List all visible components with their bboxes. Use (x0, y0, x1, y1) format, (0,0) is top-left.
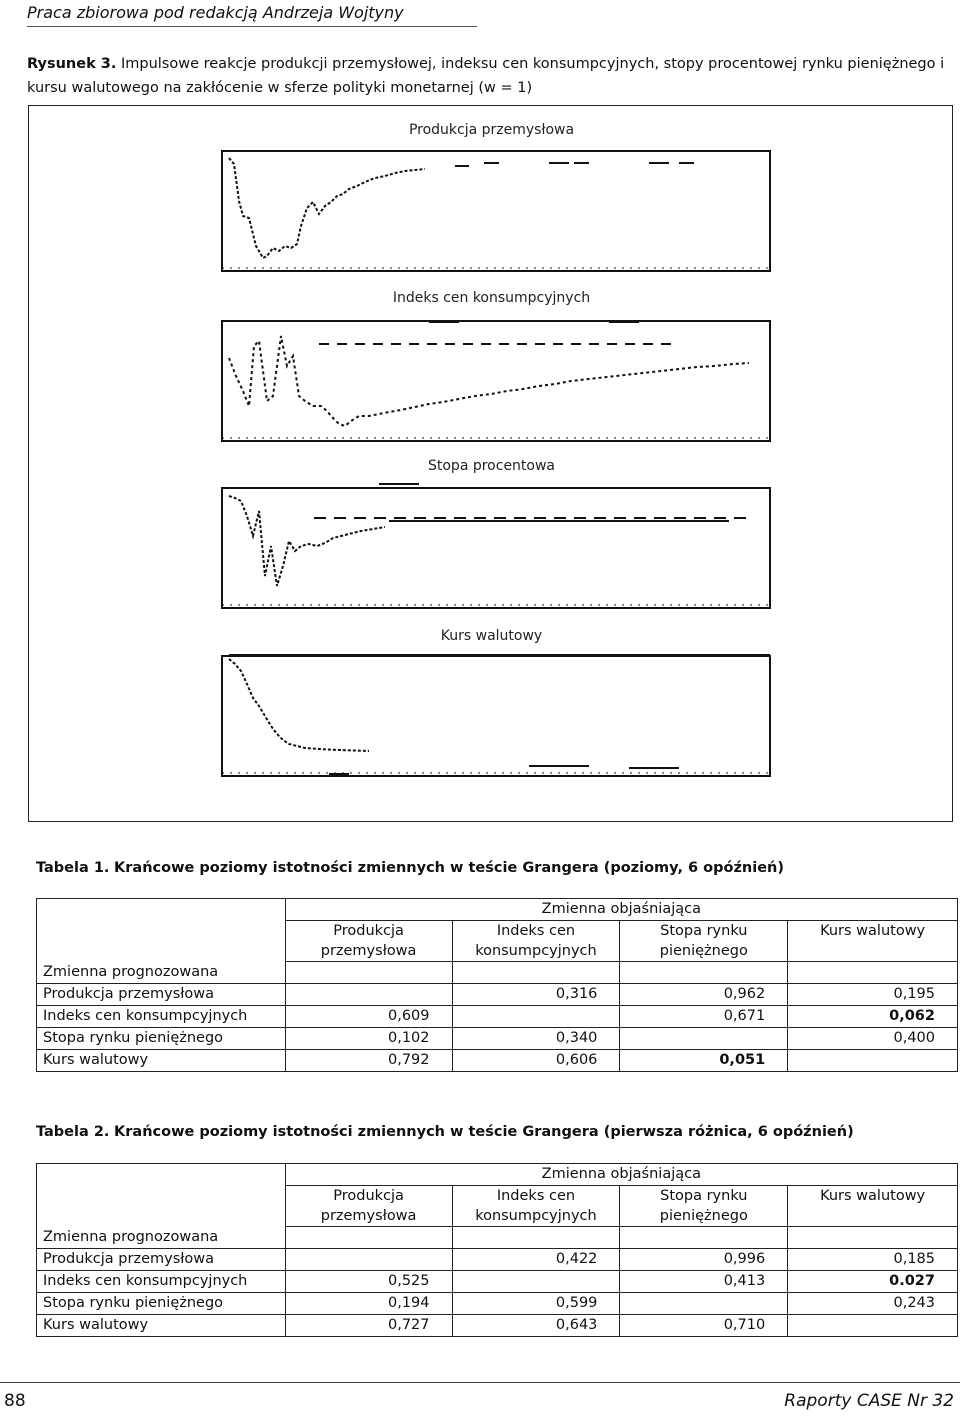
table-cell: 0,792 (285, 1050, 452, 1072)
table-cell: 0,996 (620, 1249, 788, 1271)
table-row (37, 1050, 958, 1072)
row-label: Indeks cen konsumpcyjnych (37, 1006, 286, 1028)
forecast-variable-header-row (37, 962, 958, 984)
panel-frame (222, 321, 770, 441)
table-cell: 0,525 (285, 1271, 452, 1293)
figure-caption (27, 52, 952, 100)
table-cell (788, 1050, 958, 1072)
column-header: Stopa rynku pieniężnego (620, 921, 788, 962)
table-cell (285, 1249, 452, 1271)
table-row (37, 984, 958, 1006)
panel-frame (222, 488, 770, 608)
table-row (37, 1315, 958, 1337)
table-row (37, 1028, 958, 1050)
panel-title-production: Produkcja przemysłowa (408, 122, 575, 138)
table-row (37, 1249, 958, 1271)
row-label: Kurs walutowy (37, 1050, 286, 1072)
table-cell: 0,599 (452, 1293, 620, 1315)
panel-interest-rate-plot (222, 484, 770, 608)
table1-caption (36, 860, 956, 876)
impulse-response-figure (28, 105, 953, 822)
table-cell: 0,400 (788, 1028, 958, 1050)
panel-title-exchange-rate: Kurs walutowy (440, 628, 543, 644)
table-cell: 0,727 (285, 1315, 452, 1337)
table-cell: 0,962 (620, 984, 788, 1006)
table-cell: 0,316 (452, 984, 620, 1006)
table-cell: 0,609 (285, 1006, 452, 1028)
table-cell: 0,194 (285, 1293, 452, 1315)
table2 (36, 1163, 958, 1337)
panel-exchange-rate-plot (222, 655, 770, 776)
table1-caption-text: Krańcowe poziomy istotności zmiennych w teście Grangera (poziomy, 6 opóźnień) (114, 860, 784, 876)
table-cell: 0,185 (788, 1249, 958, 1271)
impulse-response-line (229, 336, 749, 426)
column-header: Produkcja przemysłowa (285, 921, 452, 962)
table-cell: 0,195 (788, 984, 958, 1006)
table2-caption-text: Krańcowe poziomy istotności zmiennych w teście Grangera (pierwsza różnica, 6 opóźnień) (114, 1124, 854, 1140)
impulse-response-line (229, 496, 385, 586)
row-label: Stopa rynku pieniężnego (37, 1293, 286, 1315)
column-header: Stopa rynku pieniężnego (620, 1186, 788, 1227)
table-cell-significant: 0,051 (620, 1050, 788, 1072)
table2-caption (36, 1124, 956, 1140)
column-header: Kurs walutowy (788, 921, 958, 962)
header-rule (27, 26, 477, 27)
impulse-response-plots (29, 106, 954, 823)
table-cell: 0,340 (452, 1028, 620, 1050)
table-cell (285, 984, 452, 1006)
figure-label: Rysunek 3. (27, 56, 117, 72)
page-number: 88 (4, 1391, 26, 1411)
column-header: Indeks cen konsumpcyjnych (452, 1186, 620, 1227)
table-header-row (37, 899, 958, 921)
panel-production-plot (222, 151, 770, 271)
table-row (37, 1293, 958, 1315)
table-header-row (37, 1164, 958, 1186)
table-cell (452, 1271, 620, 1293)
table2-label: Tabela 2. (36, 1124, 110, 1140)
table-cell (788, 1315, 958, 1337)
table-cell: 0,413 (620, 1271, 788, 1293)
table-cell: 0,102 (285, 1028, 452, 1050)
row-label: Indeks cen konsumpcyjnych (37, 1271, 286, 1293)
column-header: Indeks cen konsumpcyjnych (452, 921, 620, 962)
impulse-response-line (229, 659, 369, 751)
row-label: Produkcja przemysłowa (37, 1249, 286, 1271)
table-cell (620, 1293, 788, 1315)
panel-title-cpi: Indeks cen konsumpcyjnych (392, 290, 591, 306)
forecast-variable-header: Zmienna prognozowana (37, 1227, 286, 1249)
table-cell (452, 1006, 620, 1028)
explanatory-variable-header: Zmienna objaśniająca (285, 899, 957, 921)
forecast-variable-header-row (37, 1227, 958, 1249)
table-row (37, 1006, 958, 1028)
table-cell: 0,710 (620, 1315, 788, 1337)
column-header: Produkcja przemysłowa (285, 1186, 452, 1227)
row-label: Produkcja przemysłowa (37, 984, 286, 1006)
corner-cell (37, 1164, 286, 1227)
table-cell: 0,243 (788, 1293, 958, 1315)
footer-rule (0, 1382, 960, 1383)
figure-caption-text: Impulsowe reakcje produkcji przemysłowej, indeksu cen konsumpcyjnych, stopy procentowej rynku pieniężnego i kursu walutowego na zakłócenie w sferze polityki monetarnej (w = 1) (27, 56, 945, 96)
panel-frame (222, 656, 770, 776)
table-cell: 0,643 (452, 1315, 620, 1337)
column-header: Kurs walutowy (788, 1186, 958, 1227)
table1 (36, 898, 958, 1072)
series-name: Raporty CASE Nr 32 (784, 1391, 954, 1411)
table-cell (620, 1028, 788, 1050)
impulse-response-line (229, 158, 425, 258)
running-header: Praca zbiorowa pod redakcją Andrzeja Wojtyny (27, 3, 404, 22)
panel-cpi-plot (222, 321, 770, 441)
reference-dash (455, 163, 694, 166)
table-cell: 0,606 (452, 1050, 620, 1072)
table-cell-significant: 0,062 (788, 1006, 958, 1028)
row-label: Kurs walutowy (37, 1315, 286, 1337)
table-cell: 0,422 (452, 1249, 620, 1271)
table-cell-significant: 0.027 (788, 1271, 958, 1293)
table-cell: 0,671 (620, 1006, 788, 1028)
table1-label: Tabela 1. (36, 860, 110, 876)
table-row (37, 1271, 958, 1293)
panel-title-interest-rate: Stopa procentowa (427, 458, 556, 474)
explanatory-variable-header: Zmienna objaśniająca (285, 1164, 957, 1186)
row-label: Stopa rynku pieniężnego (37, 1028, 286, 1050)
corner-cell (37, 899, 286, 962)
forecast-variable-header: Zmienna prognozowana (37, 962, 286, 984)
panel-frame (222, 151, 770, 271)
